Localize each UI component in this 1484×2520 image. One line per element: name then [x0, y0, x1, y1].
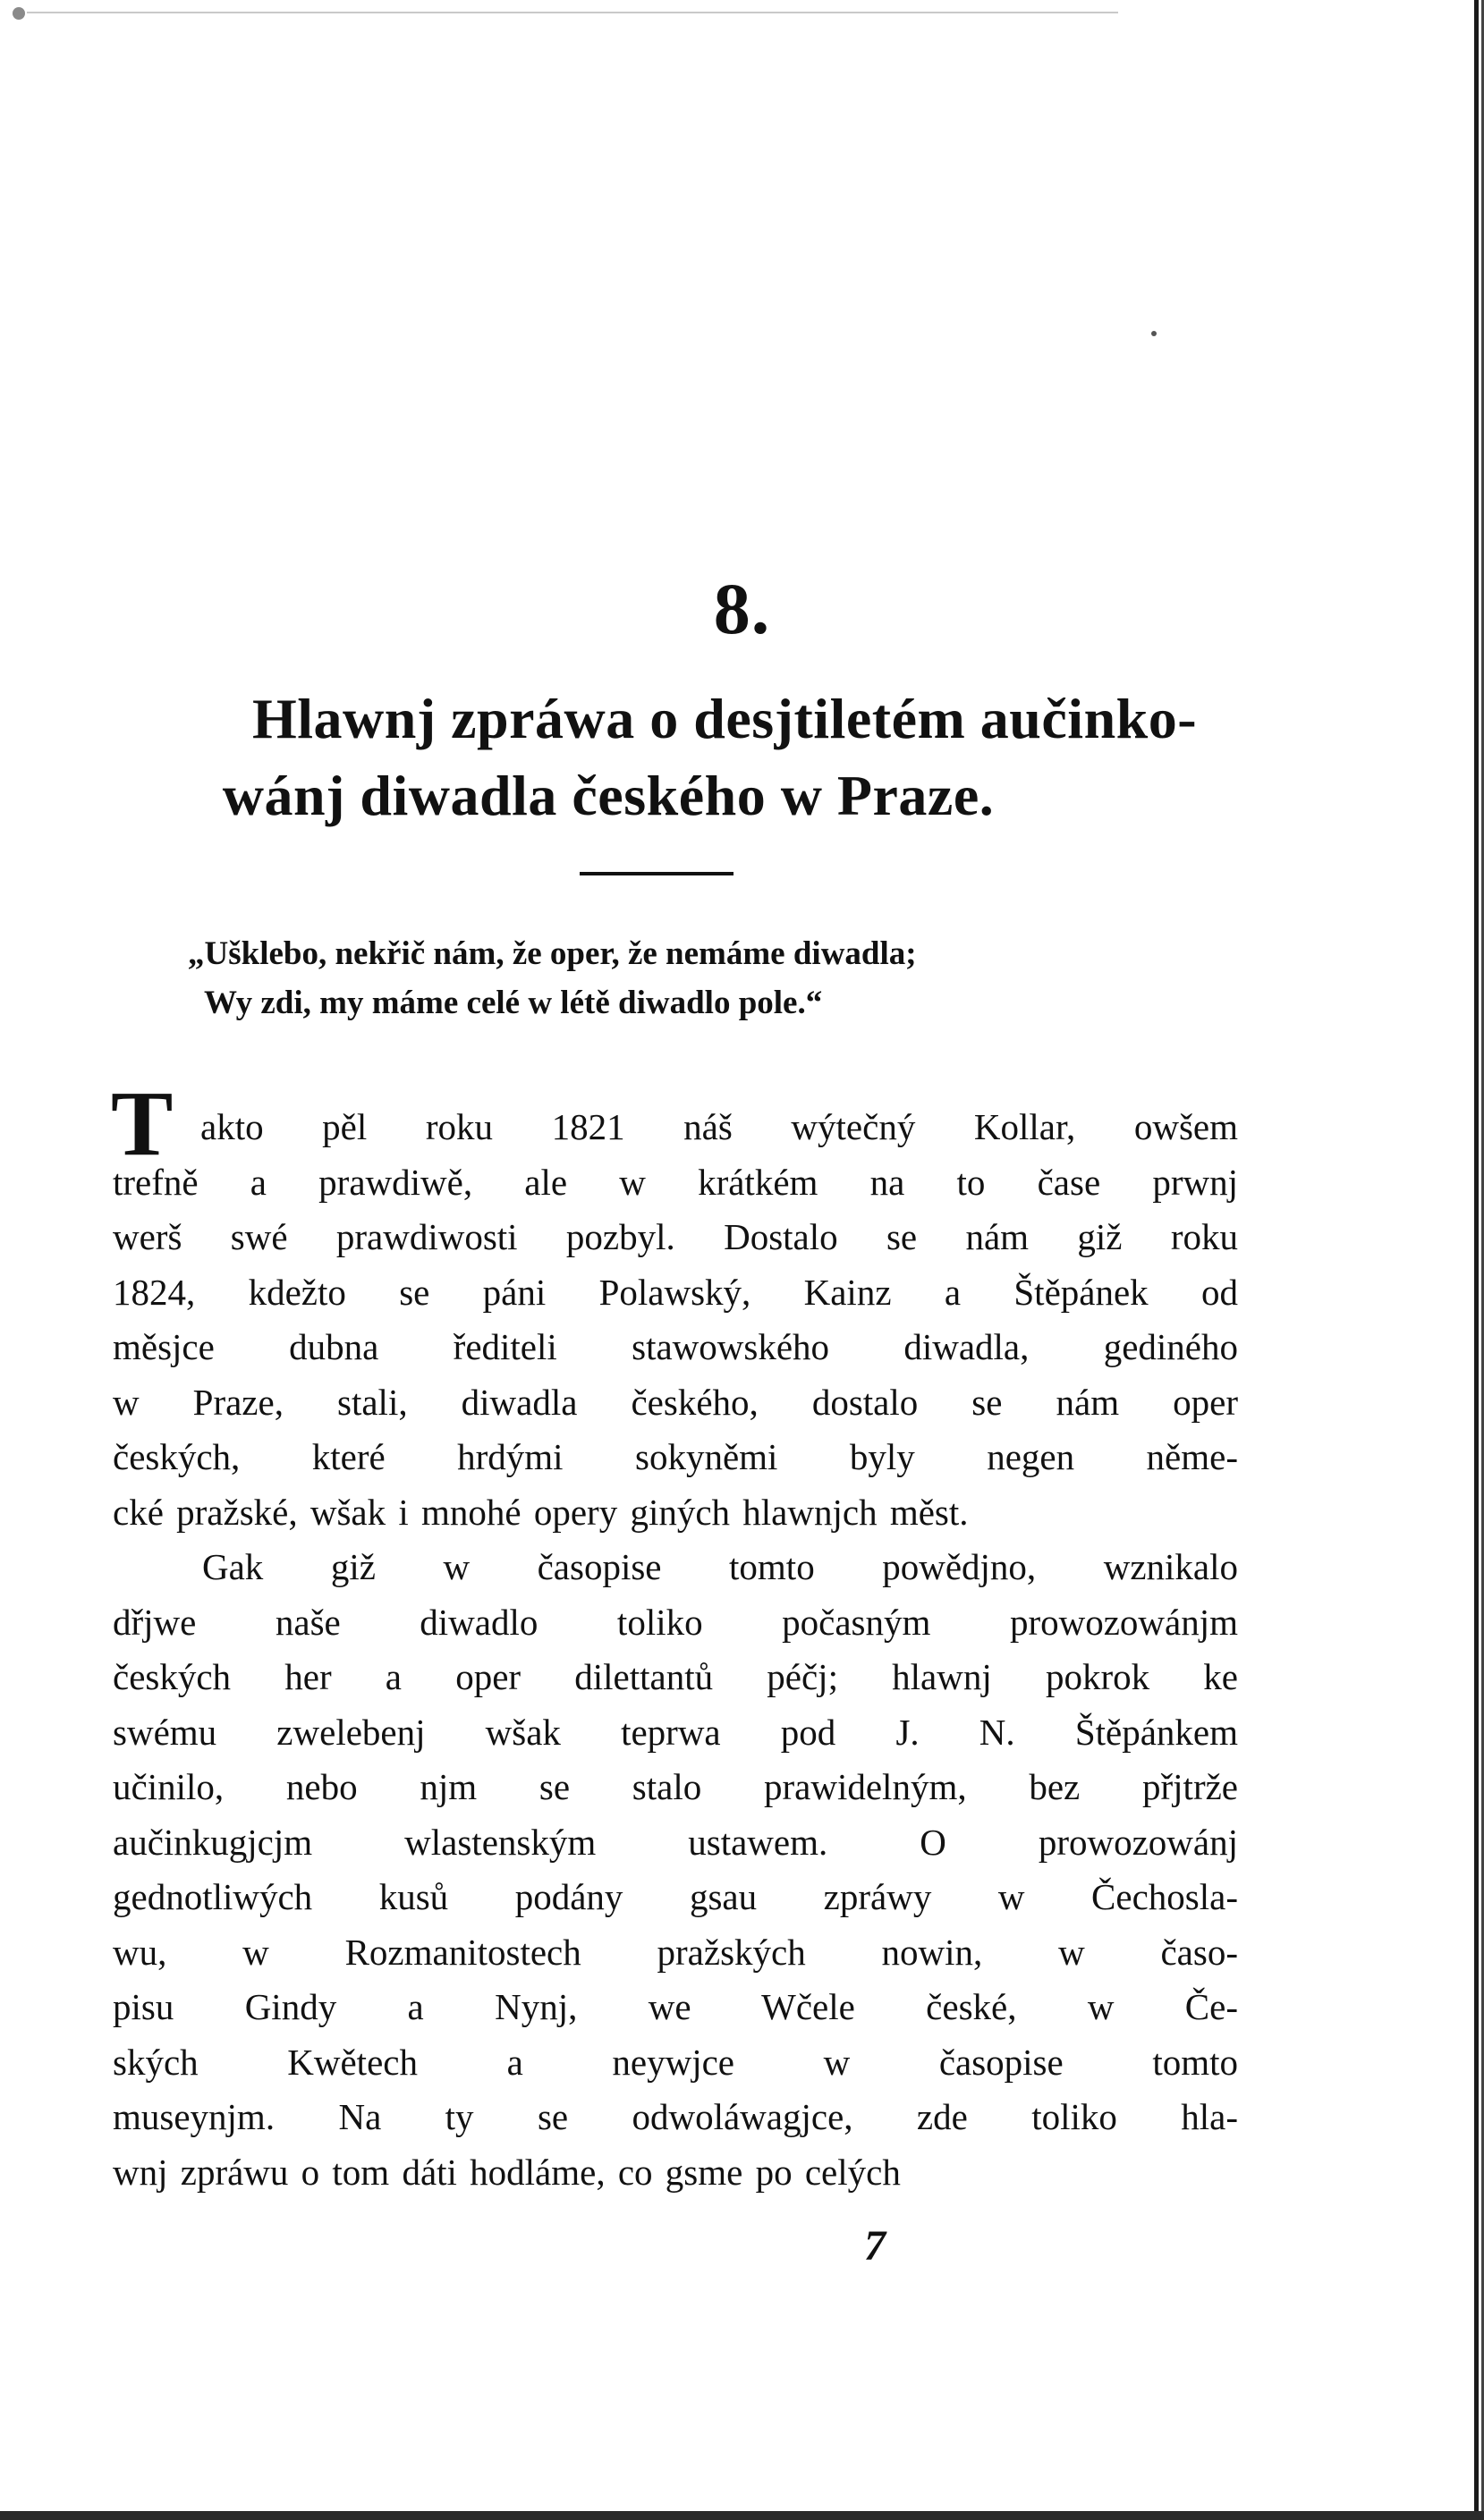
scan-artifact-dot: [13, 7, 25, 20]
body-line: wnj zpráwu o tom dáti hodláme, co gsme po celých: [113, 2152, 901, 2193]
body-line: trefně a prawdiwě, ale w krátkém na to čase prwnj: [113, 1162, 1238, 1203]
chapter-title-line-2: wánj diwadla českého w Praze.: [222, 764, 995, 827]
chapter-number: 8.: [713, 568, 771, 649]
scan-speck: [1151, 331, 1157, 336]
body-line: ských Kwětech a neywjce w časopise tomto: [113, 2042, 1238, 2083]
body-line: českých her a oper dilettantů péčj; hlawnj pokrok ke: [113, 1656, 1238, 1697]
body-line: pisu Gindy a Nynj, we Wčele české, w Če-: [113, 1986, 1238, 2027]
body-line: učinilo, nebo njm se stalo prawidelným, bez přjtrže: [113, 1766, 1238, 1807]
body-line: 1824, kdežto se páni Polawský, Kainz a Štěpánek od: [113, 1272, 1238, 1313]
printer-signature-mark: 7: [864, 2222, 886, 2270]
body-line: gednotliwých kusů podány gsau zpráwy w Čechosla-: [113, 1876, 1238, 1917]
body-line: w Praze, stali, diwadla českého, dostalo se nám oper: [113, 1382, 1238, 1423]
body-line: českých, které hrdými sokyněmi byly negen něme-: [113, 1436, 1238, 1477]
body-line: cké pražské, wšak i mnohé opery giných hlawnjch měst.: [113, 1492, 969, 1533]
body-line: aučinkugjcjm wlastenským ustawem. O prowozowánj: [113, 1822, 1238, 1863]
scan-artifact-line: [27, 12, 1118, 13]
epigraph-line-1: „Ušklebo, nekřič nám, že oper, že nemáme diwadla;: [188, 935, 917, 972]
page-edge-right: [1474, 0, 1479, 2520]
body-line: Gak giž w časopise tomto powědjno, wznikalo: [202, 1546, 1238, 1587]
body-line: museynjm. Na ty se odwoláwagjce, zde toliko hla-: [113, 2096, 1238, 2137]
body-line: wu, w Rozmanitostech pražských nowin, w časo-: [113, 1932, 1238, 1973]
chapter-title-line-1: Hlawnj zpráwa o desjtiletém aučinko-: [251, 687, 1198, 750]
page-edge-bottom: [0, 2511, 1484, 2520]
body-line: swému zwelebenj wšak teprwa pod J. N. Štěpánkem: [113, 1712, 1238, 1753]
body-line: werš swé prawdiwosti pozbyl. Dostalo se nám giž roku: [113, 1216, 1238, 1257]
title-divider-rule: [580, 872, 734, 875]
epigraph-line-2: Wy zdi, my máme celé w létě diwadlo pole.“: [204, 985, 823, 1021]
drop-cap: T: [111, 1072, 174, 1175]
body-line: dřjwe naše diwadlo toliko počasným prowozowánjm: [113, 1602, 1238, 1643]
body-line: měsjce dubna řediteli stawowského diwadla, gediného: [113, 1326, 1238, 1367]
body-line: akto pěl roku 1821 náš wýtečný Kollar, owšem: [200, 1106, 1238, 1147]
